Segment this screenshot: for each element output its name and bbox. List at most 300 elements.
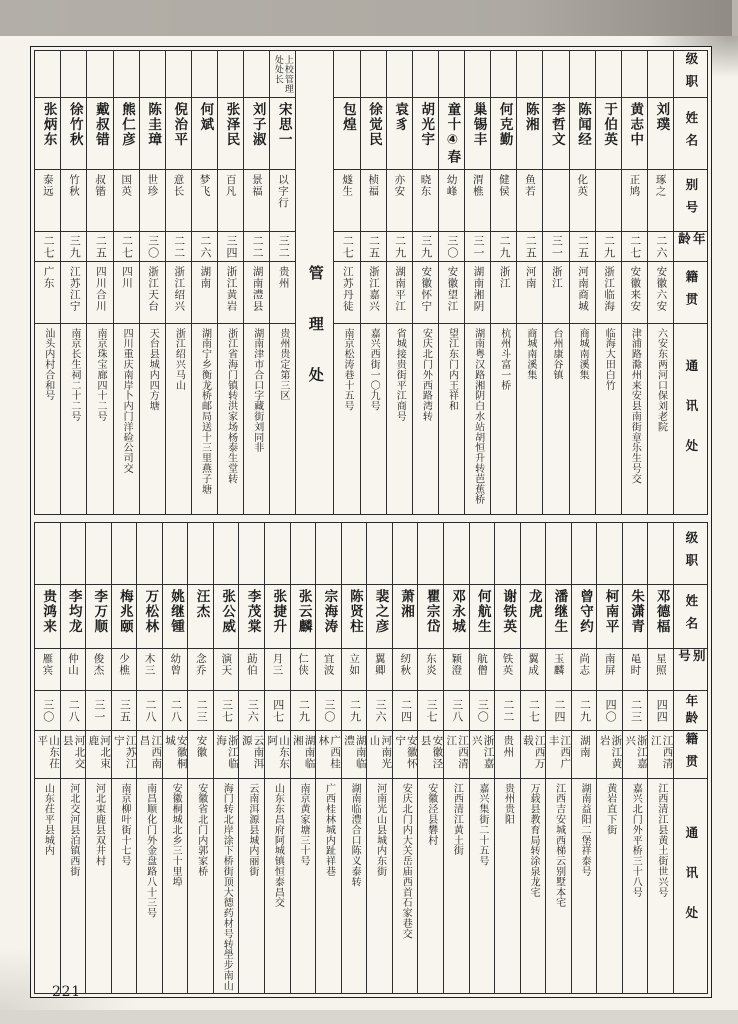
name-text: 宗海涛	[321, 589, 338, 635]
address-cell	[163, 779, 188, 993]
name-text: 张公威	[219, 589, 236, 635]
native-text: 湖南平江	[394, 266, 407, 312]
native-cell	[188, 731, 213, 779]
native-text: 湖南湘阴	[472, 266, 485, 312]
age-cell	[112, 691, 137, 731]
name-text: 袁豸	[392, 102, 409, 133]
native-text: 安徽	[195, 735, 208, 758]
name-text: 何航生	[474, 589, 491, 635]
name-text: 潘继生	[551, 589, 568, 635]
person-column	[469, 523, 495, 993]
native-cell	[163, 731, 188, 779]
label-native-text: 籍贯	[683, 270, 699, 315]
age-cell	[413, 232, 438, 262]
person-column	[213, 523, 239, 993]
address-text: 南京长生祠二十二号	[68, 328, 80, 422]
native-cell	[334, 262, 359, 324]
native-cell	[291, 731, 316, 779]
name-text: 贵鸿来	[40, 589, 57, 635]
native-cell	[114, 262, 139, 324]
alias-text: 月三	[271, 653, 284, 676]
address-text: 湖南宁乡衡龙桥邮局送十三里燕子塘	[199, 328, 211, 495]
name-text: 陈闻经	[575, 102, 592, 148]
native-text: 安徽怀宁	[420, 266, 433, 312]
rank-cell	[214, 523, 239, 585]
rank-cell	[291, 523, 316, 585]
rank-cell	[367, 523, 392, 585]
native-text: 安徽望江	[446, 266, 459, 312]
alias-text: 念乔	[194, 653, 207, 676]
age-text: 三六	[246, 698, 260, 723]
address-cell	[61, 324, 86, 514]
name-cell	[521, 585, 546, 649]
address-cell	[86, 779, 111, 993]
person-column	[392, 523, 418, 993]
native-cell	[418, 731, 443, 779]
person-column	[162, 523, 188, 993]
age-cell	[495, 691, 520, 731]
label-age-text: 年龄	[683, 693, 699, 728]
age-text: 三〇	[146, 234, 160, 259]
label-name-text: 姓名	[683, 594, 699, 639]
age-cell	[188, 691, 213, 731]
native-cell	[342, 731, 367, 779]
rank-cell	[86, 523, 111, 585]
native-cell	[596, 262, 621, 324]
name-cell	[114, 98, 139, 170]
address-text: 湖南粤汉路湘阴白水站胡恒升转芭蕉桥	[472, 328, 484, 505]
name-cell	[495, 585, 520, 649]
name-text: 陈湘	[522, 102, 539, 133]
person-column	[35, 51, 60, 514]
native-cell	[495, 731, 520, 779]
address-text: 万载县教育局转涂泉龙宅	[528, 783, 539, 898]
alias-text: 少樵	[118, 653, 131, 676]
age-text: 三〇	[322, 698, 336, 723]
age-text: 三〇	[41, 698, 55, 723]
name-cell	[648, 585, 673, 649]
native-cell	[570, 262, 595, 324]
address-cell	[517, 324, 542, 514]
alias-cell	[342, 649, 367, 691]
person-column	[490, 51, 516, 514]
name-text: 徐觉民	[366, 102, 383, 148]
label-name	[674, 585, 707, 649]
alias-cell	[291, 649, 316, 691]
person-column	[217, 51, 243, 514]
native-text: 安徽怀宁	[394, 735, 418, 770]
label-rank-text: 级职	[683, 531, 699, 576]
alias-cell	[192, 170, 217, 232]
address-cell	[465, 324, 490, 514]
age-text: 二二	[251, 234, 265, 259]
person-column	[113, 51, 139, 514]
name-cell	[444, 585, 469, 649]
alias-cell	[270, 170, 295, 232]
age-cell	[387, 232, 412, 262]
age-cell	[114, 232, 139, 262]
name-text: 黄志中	[627, 102, 644, 148]
name-cell	[596, 98, 621, 170]
name-cell	[35, 585, 60, 649]
label-address-text: 通讯处	[683, 826, 699, 946]
address-text: 贵州贵阳	[502, 783, 514, 825]
alias-text: 颖澄	[450, 653, 463, 676]
alias-text: 百凡	[224, 174, 237, 197]
age-cell	[648, 691, 673, 731]
alias-cell	[623, 649, 648, 691]
name-text: 刘子淑	[249, 102, 266, 148]
address-text: 湖南临澧合口陈义泰转	[349, 783, 361, 887]
name-cell	[61, 585, 86, 649]
rank-cell	[265, 523, 290, 585]
native-cell	[393, 731, 418, 779]
address-cell	[361, 324, 386, 514]
native-text: 湖南	[199, 266, 212, 289]
address-text: 津浦路滁州来安县南街章乐生号交	[629, 328, 641, 484]
roster-frame	[30, 46, 712, 998]
age-text: 二九	[348, 698, 362, 723]
alias-text: 纫秋	[399, 653, 412, 676]
address-text: 山东茌平县城内	[42, 783, 54, 856]
address-text: 安徽省北门内郭家桥	[195, 783, 207, 877]
label-native	[674, 262, 707, 324]
person-column	[85, 523, 111, 993]
rank-cell	[418, 523, 443, 585]
name-cell	[140, 98, 165, 170]
rank-cell	[491, 51, 516, 98]
rank-cell	[597, 523, 622, 585]
age-text: 三六	[374, 698, 388, 723]
roster-table-bottom	[34, 522, 708, 994]
age-text: 二七	[120, 234, 134, 259]
person-column	[341, 523, 367, 993]
name-cell	[87, 98, 112, 170]
name-text: 张云麟	[295, 589, 312, 635]
native-text: 浙江临海	[215, 735, 239, 770]
rank-cell	[596, 51, 621, 98]
person-column	[595, 51, 621, 514]
rank-cell	[244, 51, 269, 98]
name-cell	[214, 585, 239, 649]
alias-cell	[334, 170, 359, 232]
name-text: 宋思一	[275, 102, 292, 148]
alias-text: 翼卿	[373, 653, 386, 676]
age-cell	[596, 232, 621, 262]
rank-cell	[439, 51, 464, 98]
alias-text: 泰远	[41, 174, 54, 197]
name-text: 李茂棠	[244, 589, 261, 635]
label-name-text: 姓名	[683, 111, 699, 156]
native-cell	[166, 262, 191, 324]
name-text: 包煌	[339, 102, 356, 133]
address-text: 浙江绍兴马山	[173, 328, 185, 391]
rank-cell	[334, 51, 359, 98]
age-text: 四四	[655, 698, 669, 723]
age-cell	[239, 691, 264, 731]
age-text: 二八	[143, 698, 157, 723]
name-text: 李均龙	[65, 589, 82, 635]
label-address	[674, 324, 707, 514]
age-text: 二五	[576, 234, 590, 259]
name-cell	[413, 98, 438, 170]
label-alias-text: 别号	[676, 649, 707, 672]
name-cell	[597, 585, 622, 649]
rank-cell	[218, 51, 243, 98]
age-text: 三八	[450, 698, 464, 723]
native-cell	[439, 262, 464, 324]
age-text: 三九	[419, 234, 433, 259]
name-cell	[517, 98, 542, 170]
person-column	[571, 523, 597, 993]
name-text: 胡光宇	[418, 102, 435, 148]
address-text: 天台县城内四方塘	[147, 328, 159, 412]
name-cell	[86, 585, 111, 649]
age-text: 二四	[399, 698, 413, 723]
age-cell	[86, 691, 111, 731]
alias-text: 渭樵	[471, 174, 484, 197]
native-text: 河南	[524, 266, 537, 289]
label-name	[674, 98, 707, 170]
name-cell	[192, 98, 217, 170]
name-cell	[188, 585, 213, 649]
age-text: 三〇	[445, 234, 459, 259]
age-cell	[521, 691, 546, 731]
native-text: 湖南临澧	[342, 735, 367, 770]
address-cell	[342, 779, 367, 993]
alias-cell	[87, 170, 112, 232]
native-cell	[214, 731, 239, 779]
alias-cell	[214, 649, 239, 691]
name-text: 童十④春	[444, 102, 461, 165]
address-text: 四川重庆南岸卜内门洋硷公司交	[121, 328, 133, 474]
native-text: 湖南临湘	[291, 735, 316, 770]
address-cell	[596, 324, 621, 514]
alias-text: 化英	[576, 174, 589, 197]
age-cell	[334, 232, 359, 262]
age-text: 三七	[220, 698, 234, 723]
person-column	[191, 51, 217, 514]
alias-cell	[244, 170, 269, 232]
age-text: 三二	[277, 234, 291, 259]
rank-cell	[114, 51, 139, 98]
name-cell	[546, 585, 571, 649]
address-cell	[491, 324, 516, 514]
person-column	[366, 523, 392, 993]
person-column	[647, 51, 673, 514]
age-text: 二七	[628, 234, 642, 259]
address-text: 山东东昌府阿城镇恒泰昌交	[272, 783, 284, 908]
field-label-column	[673, 523, 707, 993]
rank-cell	[342, 523, 367, 585]
name-text: 张泽民	[223, 102, 240, 148]
native-text: 贵州	[502, 735, 515, 758]
name-cell	[439, 98, 464, 170]
address-text: 南京珠宝廊四十二号	[95, 328, 107, 422]
name-text: 陈贤柱	[346, 589, 363, 635]
age-text: 二五	[524, 234, 538, 259]
rank-cell	[546, 523, 571, 585]
age-text: 二六	[198, 234, 212, 259]
age-cell	[597, 691, 622, 731]
age-text: 三一	[472, 234, 486, 259]
alias-text: 鱼若	[524, 174, 536, 197]
native-cell	[597, 731, 622, 779]
alias-text: 以字行	[277, 174, 289, 209]
name-text: 曾守约	[576, 589, 593, 635]
alias-cell	[648, 649, 673, 691]
alias-cell	[137, 649, 162, 691]
rank-cell	[572, 523, 597, 585]
address-text: 嘉兴集街二十五号	[476, 783, 488, 867]
native-text: 浙江临海	[603, 266, 616, 312]
person-column	[139, 51, 165, 514]
person-column	[360, 51, 386, 514]
age-cell	[192, 232, 217, 262]
age-text: 二九	[602, 234, 616, 259]
person-column	[315, 523, 341, 993]
alias-text: 幼曾	[169, 653, 182, 676]
name-text: 何斌	[197, 102, 214, 133]
rank-cell	[239, 523, 264, 585]
person-column	[86, 51, 112, 514]
address-cell	[87, 324, 112, 514]
label-age	[674, 232, 707, 262]
native-text: 江西清江	[649, 735, 673, 770]
name-text: 瞿宗岱	[423, 589, 440, 635]
native-text: 浙江嘉兴	[367, 266, 380, 312]
address-cell	[334, 324, 359, 514]
native-text: 安徽六安	[655, 266, 668, 312]
alias-cell	[491, 170, 516, 232]
address-cell	[418, 779, 443, 993]
age-text: 二八	[67, 698, 81, 723]
rank-cell	[163, 523, 188, 585]
address-cell	[439, 324, 464, 514]
native-cell	[521, 731, 546, 779]
rank-cell	[35, 51, 60, 98]
address-text: 省城接贵街平江商号	[394, 328, 406, 422]
rank-cell	[495, 523, 520, 585]
person-column	[187, 523, 213, 993]
age-cell	[244, 232, 269, 262]
address-text: 南京柳叶街十七号	[119, 783, 130, 867]
age-text: 三五	[118, 698, 132, 723]
native-text: 河北交县	[61, 735, 86, 770]
label-native	[674, 731, 707, 779]
name-cell	[239, 585, 264, 649]
rank-cell	[517, 51, 542, 98]
age-text: 二五	[94, 234, 108, 259]
name-cell	[244, 98, 269, 170]
age-cell	[623, 691, 648, 731]
native-cell	[140, 262, 165, 324]
person-column	[520, 523, 546, 993]
age-cell	[570, 232, 595, 262]
native-cell	[112, 731, 137, 779]
native-text: 云南洱源	[240, 735, 264, 770]
address-cell	[470, 779, 495, 993]
native-text: 江苏丹徒	[341, 266, 354, 312]
alias-text: 航僧	[475, 653, 488, 676]
alias-text: 立如	[348, 653, 361, 676]
address-text: 安庆北门外西路湾转	[420, 328, 432, 422]
alias-text: 梦飞	[198, 174, 211, 197]
age-cell	[140, 232, 165, 262]
person-column	[111, 523, 137, 993]
address-text: 贵州贵定第三区	[277, 328, 289, 401]
name-text: 刘璞	[653, 102, 670, 133]
name-cell	[622, 98, 647, 170]
alias-cell	[418, 649, 443, 691]
name-cell	[470, 585, 495, 649]
age-text: 二三	[629, 698, 643, 723]
label-alias-text: 别号	[683, 178, 699, 223]
name-text: 万松林	[142, 589, 159, 635]
rank-cell	[61, 523, 86, 585]
age-text: 二七	[527, 698, 541, 723]
alias-cell	[361, 170, 386, 232]
roster-table-top	[34, 50, 708, 515]
rank-cell	[622, 51, 647, 98]
alias-cell	[521, 649, 546, 691]
scanner-bottom-band	[0, 1010, 738, 1024]
address-cell	[192, 324, 217, 514]
alias-cell	[465, 170, 490, 232]
address-cell	[316, 779, 341, 993]
address-text: 汕头内村合和号	[42, 328, 54, 401]
alias-cell	[470, 649, 495, 691]
native-text: 江西万载	[521, 735, 546, 770]
native-cell	[413, 262, 438, 324]
native-cell	[244, 262, 269, 324]
native-text: 浙江	[550, 266, 563, 289]
age-cell	[61, 232, 86, 262]
name-text: 谢铁英	[500, 589, 517, 635]
address-text: 黄岩直下街	[604, 783, 616, 835]
native-text: 贵州	[277, 266, 290, 289]
address-cell	[140, 324, 165, 514]
label-age-text: 年龄	[676, 232, 707, 249]
alias-cell	[546, 649, 571, 691]
native-text: 河南商城	[576, 266, 589, 312]
person-column	[545, 523, 571, 993]
person-column	[417, 523, 443, 993]
age-cell	[439, 232, 464, 262]
age-cell	[622, 232, 647, 262]
alias-text: 星照	[654, 653, 667, 676]
rank-cell	[570, 51, 595, 98]
age-cell	[546, 691, 571, 731]
alias-cell	[265, 649, 290, 691]
address-text: 安庆北门内大关岳庙西首石家巷交	[400, 783, 412, 939]
label-age	[674, 691, 707, 731]
address-cell	[648, 779, 673, 993]
page-number: 221	[52, 984, 81, 1000]
address-cell	[112, 779, 137, 993]
address-text: 海门转北岸涂下桥街顶大德药材号转壆步南山	[221, 783, 233, 991]
native-text: 河北束鹿	[87, 735, 111, 770]
age-cell	[35, 232, 60, 262]
alias-text: 意长	[172, 174, 185, 197]
alias-text: 正鸠	[628, 174, 641, 197]
section-title-text: 管理处	[306, 265, 325, 418]
label-native-text: 籍贯	[683, 732, 699, 777]
name-cell	[112, 585, 137, 649]
alias-cell	[61, 649, 86, 691]
person-column	[494, 523, 520, 993]
rank-cell	[465, 51, 490, 98]
